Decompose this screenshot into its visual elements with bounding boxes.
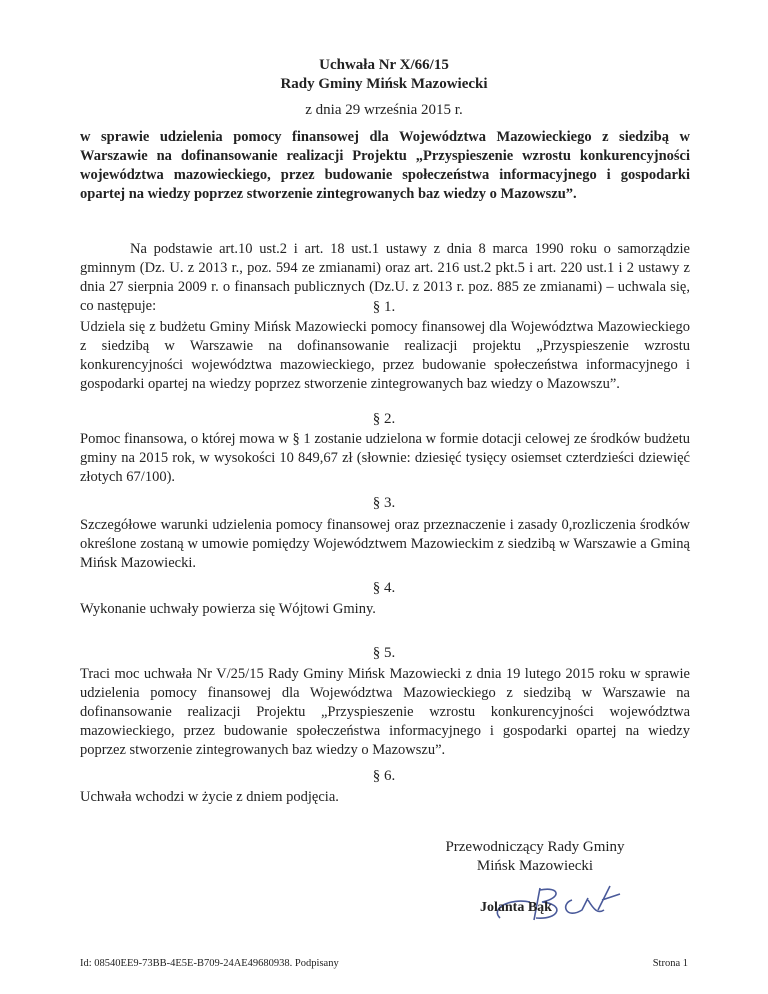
signatory-municipality: Mińsk Mazowiecki	[476, 858, 594, 874]
section-3-text: Szczegółowe warunki udzielenia pomocy finansowej oraz przeznaczenie i zasady 0,rozliczenia środków określone zostaną w umowie pomiędzy Województwem Mazowieckim z siedzibą w Warszawie a Gminą Mińsk Mazowiecki.	[80, 517, 690, 571]
section-3-heading: § 3.	[372, 495, 396, 511]
section-1-text: Udziela się z budżetu Gminy Mińsk Mazowiecki pomocy finansowej dla Województwa Mazowieckiego z siedzibą w Warszawie na dofinansowanie realizacji projektu „Przyspieszenie wzrostu konkurencyjności województwa mazowieckiego, przez budowanie społeczeństwa informacyjnego i gospodarki opartej na wiedzy poprzez stworzenie zintegrowanych baz wiedzy o Mazowszu”.	[80, 319, 690, 392]
resolution-subject: w sprawie udzielenia pomocy finansowej dla Województwa Mazowieckiego z siedzibą w Warszawie na dofinansowanie realizacji Projektu „Przyspieszenie wzrostu konkurencyjności województwa mazowieckiego, przez budowanie społeczeństwa informacyjnego i gospodarki opartej na wiedzy poprzez stworzenie zintegrowanych baz wiedzy o Mazowszu”.	[80, 129, 690, 202]
section-6-heading: § 6.	[372, 768, 396, 784]
document-id: Id: 08540EE9-73BB-4E5E-B709-24AE49680938. Podpisany	[80, 958, 339, 969]
resolution-number: Uchwała Nr X/66/15	[319, 57, 449, 73]
legal-basis: Na podstawie art.10 ust.2 i art. 18 ust.1 ustawy z dnia 8 marca 1990 roku o samorządzie gminnym (Dz. U. z 2013 r., poz. 594 ze zmianami) oraz art. 216 ust.2 pkt.5 i art. 220 ust.1 i 2 ustawy z dnia 27 sierpnia 2009 r. o finansach publicznych (Dz.U. z 2013 r. poz. 885 ze zmianami) – uchwala się, co następuje:	[80, 241, 690, 314]
page-number: Strona 1	[652, 958, 688, 969]
signatory-role: Przewodniczący Rady Gminy	[445, 839, 625, 855]
signatory-name: Jolanta Bąk	[480, 900, 552, 915]
section-2-heading: § 2.	[372, 411, 396, 427]
section-6-text: Uchwała wchodzi w życie z dniem podjęcia.	[80, 789, 339, 805]
section-5-text: Traci moc uchwała Nr V/25/15 Rady Gminy Mińsk Mazowiecki z dnia 19 lutego 2015 roku w sprawie udzielenia pomocy finansowej dla Województwa Mazowieckiego z siedzibą w Warszawie na dofinansowanie realizacji Projektu „Przyspieszenie wzrostu konkurencyjności województwa mazowieckiego, przez budowanie społeczeństwa informacyjnego i gospodarki opartej na wiedzy poprzez stworzenie zintegrowanych baz wiedzy o Mazowszu”.	[80, 666, 690, 758]
section-4-text: Wykonanie uchwały powierza się Wójtowi Gminy.	[80, 601, 376, 617]
resolution-date: z dnia 29 września 2015 r.	[305, 102, 463, 118]
section-4-heading: § 4.	[372, 580, 396, 596]
section-5-heading: § 5.	[372, 645, 396, 661]
section-1-heading: § 1.	[372, 299, 396, 315]
signatory-block	[420, 838, 650, 876]
council-name: Rady Gminy Mińsk Mazowiecki	[280, 76, 488, 92]
section-2-text: Pomoc finansowa, o której mowa w § 1 zostanie udzielona w formie dotacji celowej ze środków budżetu gminy na 2015 rok, w wysokości 10 849,67 zł (słownie: dziesięć tysięcy osiemset czterdzieści dziewięć złotych 67/100).	[80, 431, 690, 485]
